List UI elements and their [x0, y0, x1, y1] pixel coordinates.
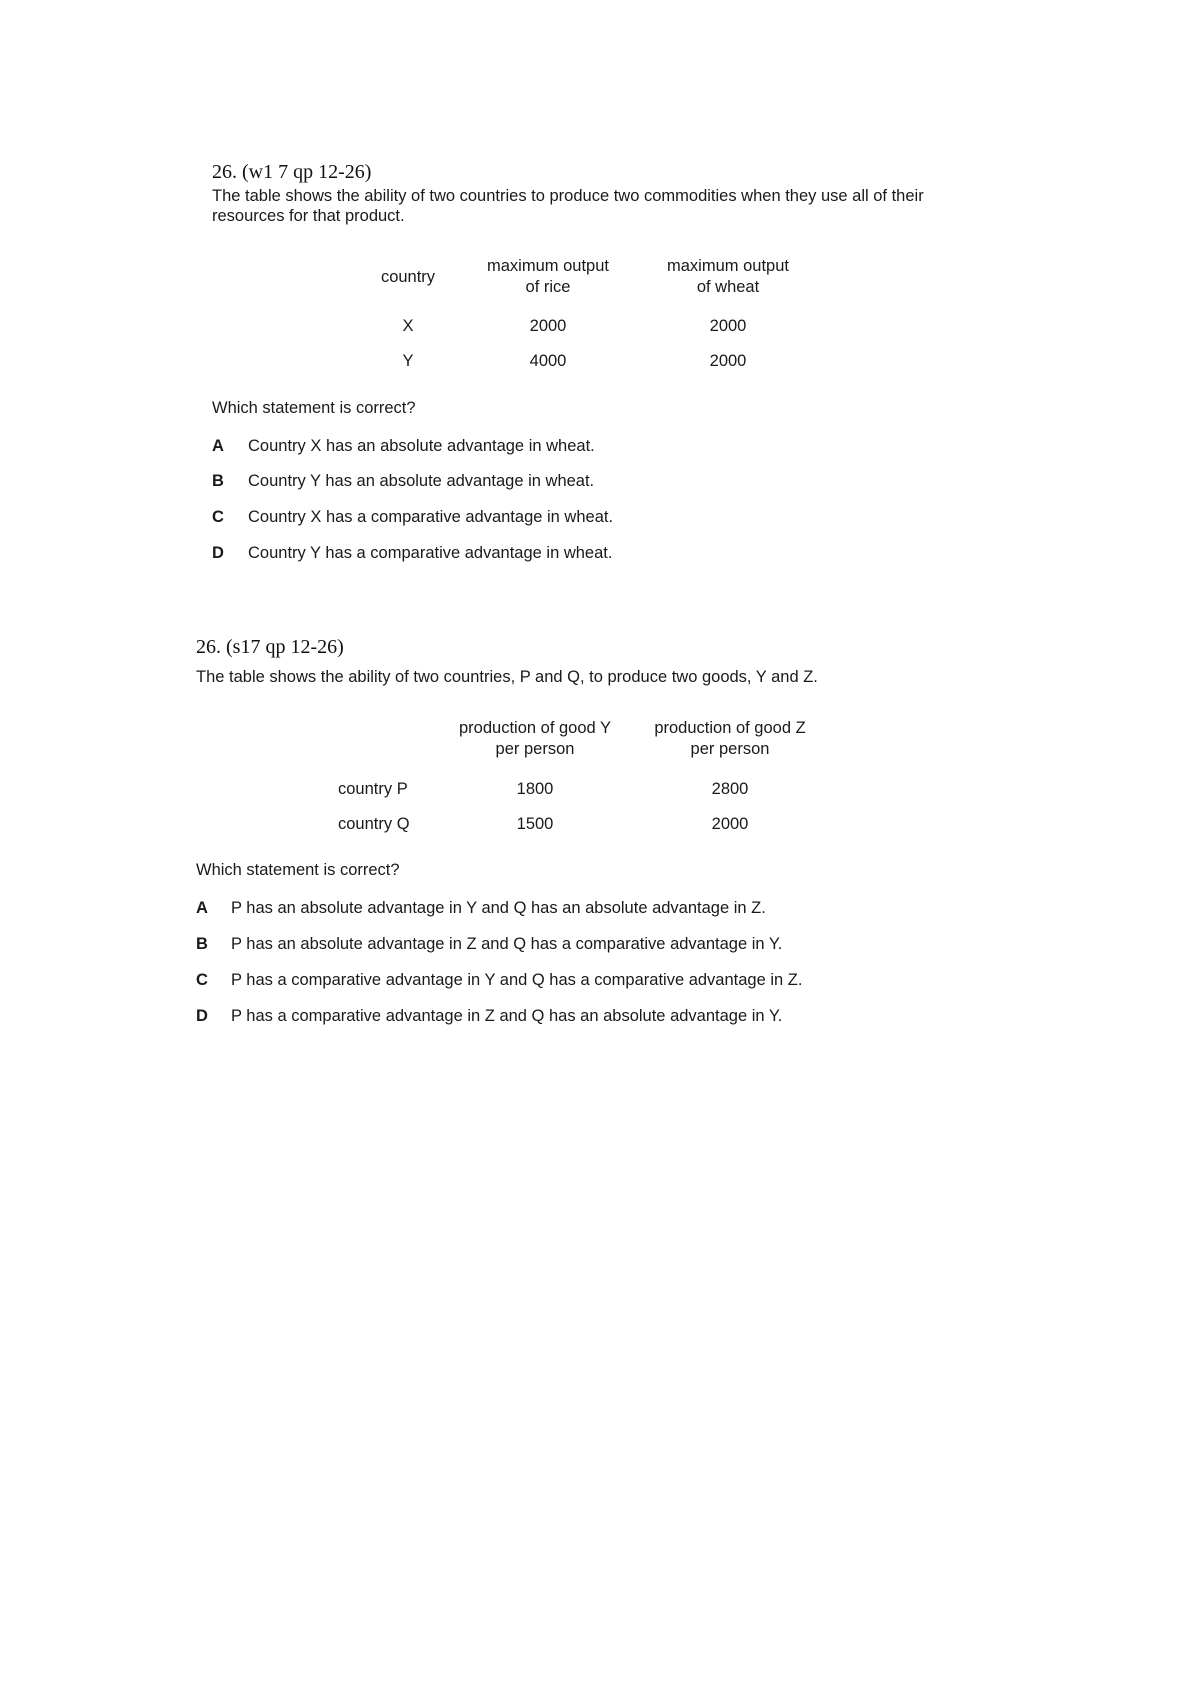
option-letter: A — [212, 437, 224, 455]
table-header-good-z-line2: per person — [690, 740, 770, 758]
table-header-good-y-line1: production of good Y — [459, 719, 611, 737]
table-cell-good-z: 2000 — [711, 815, 749, 833]
question2-prompt: Which statement is correct? — [196, 861, 400, 879]
option-letter: B — [196, 935, 208, 953]
option-letter: A — [196, 899, 208, 917]
option-text: P has an absolute advantage in Y and Q has an absolute advantage in Z. — [231, 899, 766, 917]
question1-heading: 26. (w1 7 qp 12-26) — [212, 161, 372, 183]
table-cell-country: country Q — [338, 815, 410, 833]
table-header-good-y-line2: per person — [495, 740, 575, 758]
table-cell-rice: 2000 — [529, 317, 567, 335]
option-text: P has an absolute advantage in Z and Q has a comparative advantage in Y. — [231, 935, 783, 953]
table-header-wheat-line1: maximum output — [667, 257, 789, 275]
table-header-country: country — [380, 268, 436, 286]
option-letter: D — [212, 544, 224, 562]
question2-heading: 26. (s17 qp 12-26) — [196, 636, 344, 658]
table-cell-good-z: 2800 — [711, 780, 749, 798]
table-header-rice-line1: maximum output — [487, 257, 609, 275]
table-cell-country: Y — [402, 352, 414, 370]
table-cell-rice: 4000 — [529, 352, 567, 370]
option-letter: B — [212, 472, 224, 490]
option-text: Country Y has an absolute advantage in wheat. — [248, 472, 595, 490]
table-header-rice-line2: of rice — [525, 278, 571, 296]
table-cell-good-y: 1800 — [516, 780, 554, 798]
question1-intro-line1: The table shows the ability of two countries to produce two commodities when they use all of their — [212, 187, 924, 205]
table-cell-good-y: 1500 — [516, 815, 554, 833]
option-text: Country X has a comparative advantage in wheat. — [248, 508, 614, 526]
question2-intro: The table shows the ability of two countries, P and Q, to produce two goods, Y and Z. — [196, 668, 818, 686]
option-text: Country Y has a comparative advantage in wheat. — [248, 544, 613, 562]
option-text: P has a comparative advantage in Y and Q has a comparative advantage in Z. — [231, 971, 803, 989]
option-letter: C — [212, 508, 224, 526]
option-text: Country X has an absolute advantage in wheat. — [248, 437, 595, 455]
option-letter: C — [196, 971, 208, 989]
option-text: P has a comparative advantage in Z and Q has an absolute advantage in Y. — [231, 1007, 783, 1025]
table-cell-country: X — [402, 317, 414, 335]
option-letter: D — [196, 1007, 208, 1025]
table-header-wheat-line2: of wheat — [696, 278, 760, 296]
table-cell-wheat: 2000 — [709, 317, 747, 335]
table-cell-wheat: 2000 — [709, 352, 747, 370]
table-header-good-z-line1: production of good Z — [654, 719, 806, 737]
question1-intro-line2: resources for that product. — [212, 207, 405, 225]
table-cell-country: country P — [338, 780, 408, 798]
question1-prompt: Which statement is correct? — [212, 399, 416, 417]
